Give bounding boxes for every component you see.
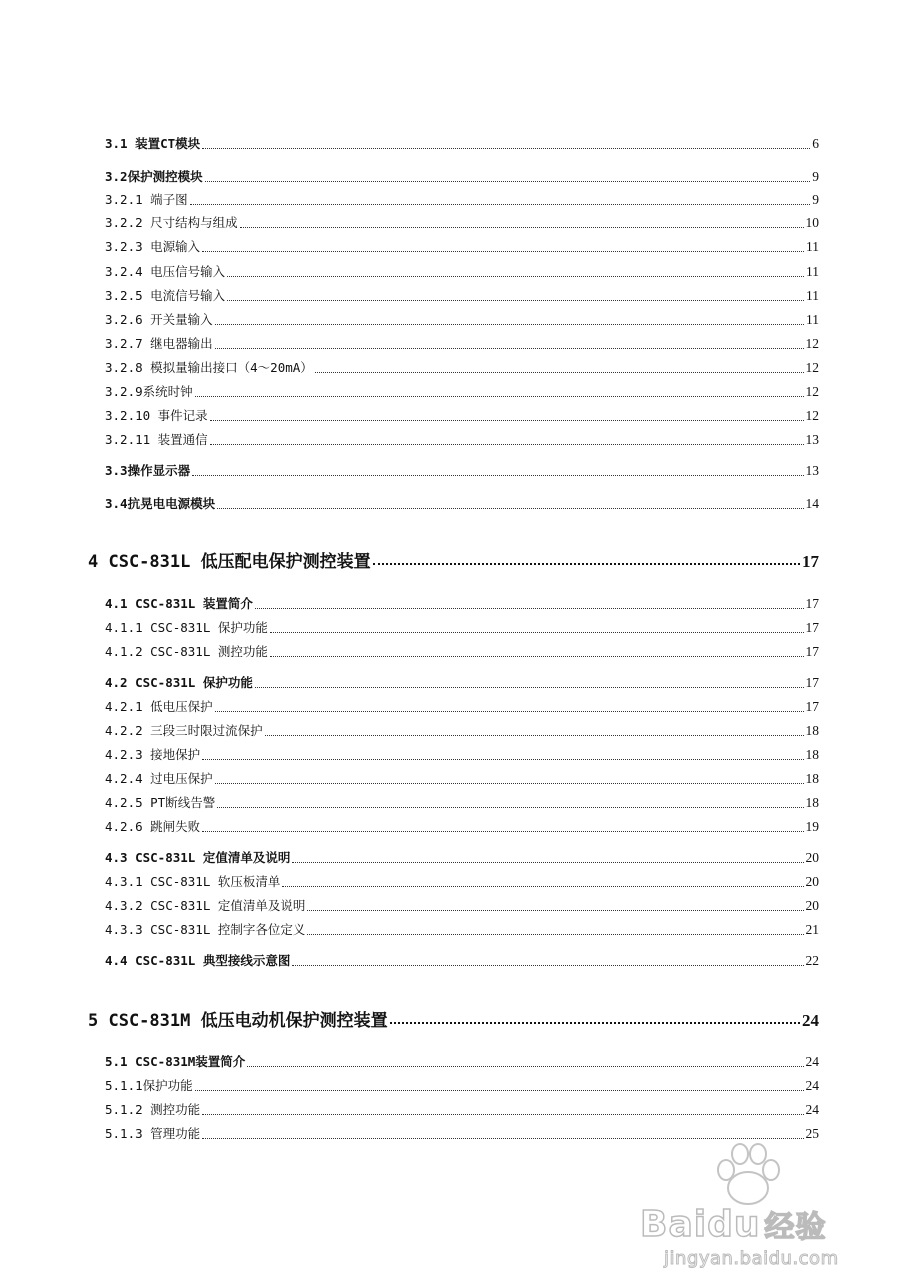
toc-dot-leader: [265, 735, 804, 736]
toc-entry-label: 4.2.2 三段三时限过流保护: [105, 723, 263, 738]
toc-dot-leader: [210, 420, 804, 421]
toc-entry-page: 11: [806, 312, 819, 327]
toc-dot-leader: [190, 204, 811, 205]
toc-entry-label: 3.3操作显示器: [105, 463, 191, 478]
toc-dot-leader: [292, 965, 803, 966]
toc-entry[interactable]: [105, 793, 819, 811]
toc-dot-leader: [215, 348, 804, 349]
toc-entry[interactable]: [105, 721, 819, 739]
watermark-product: 经验: [764, 1210, 827, 1245]
toc-entry-label: 4.1.1 CSC-831L 保护功能: [105, 620, 268, 635]
toc-entry-label: 3.1 装置CT模块: [105, 136, 201, 151]
paw-logo-icon: [712, 1140, 784, 1210]
toc-entry-label: 5.1.1保护功能: [105, 1078, 193, 1093]
toc-entry[interactable]: [105, 262, 819, 280]
toc-entry-label: 4.3.2 CSC-831L 定值清单及说明: [105, 898, 306, 913]
toc-dot-leader: [373, 563, 800, 565]
toc-entry-label: 3.2.6 开关量输入: [105, 312, 213, 327]
toc-entry[interactable]: [105, 334, 819, 352]
toc-entry-page: 6: [812, 136, 819, 151]
toc-entry-label: 4.2.4 过电压保护: [105, 771, 213, 786]
toc-dot-leader: [247, 1066, 803, 1067]
toc-entry-label: 5.1 CSC-831M装置简介: [105, 1054, 246, 1069]
toc-entry-label: 3.2.7 继电器输出: [105, 336, 213, 351]
toc-entry-label: 5.1.3 管理功能: [105, 1126, 201, 1141]
toc-entry-page: 13: [805, 463, 819, 478]
toc-entry-page: 24: [805, 1102, 819, 1117]
toc-entry[interactable]: [105, 167, 819, 185]
toc-entry[interactable]: [105, 190, 819, 208]
toc-dot-leader: [202, 831, 803, 832]
toc-dot-leader: [240, 227, 804, 228]
toc-entry-page: 11: [806, 288, 819, 303]
toc-dot-leader: [255, 608, 804, 609]
toc-entry-page: 9: [812, 169, 819, 184]
toc-entry-page: 22: [805, 953, 819, 968]
toc-entry[interactable]: [105, 430, 819, 448]
toc-entry-page: 24: [805, 1078, 819, 1093]
toc-dot-leader: [205, 181, 811, 182]
toc-dot-leader: [217, 807, 803, 808]
toc-entry[interactable]: [105, 406, 819, 424]
toc-chapter-entry[interactable]: [88, 1003, 819, 1029]
toc-dot-leader: [270, 632, 804, 633]
toc-entry[interactable]: [105, 745, 819, 763]
toc-entry-label: 4.1 CSC-831L 装置简介: [105, 596, 253, 611]
toc-dot-leader: [215, 711, 804, 712]
toc-entry[interactable]: [105, 872, 819, 890]
toc-entry-label: 3.2.10 事件记录: [105, 408, 208, 423]
toc-dot-leader: [202, 148, 810, 149]
baidu-jingyan-watermark: [640, 1140, 890, 1275]
toc-dot-leader: [202, 251, 804, 252]
toc-entry-label: 4.2.6 跳闸失败: [105, 819, 201, 834]
toc-entry-page: 17: [805, 699, 819, 714]
toc-entry-page: 18: [805, 723, 819, 738]
toc-entry-page: 9: [812, 192, 819, 207]
toc-dot-leader: [215, 783, 804, 784]
toc-dot-leader: [227, 276, 804, 277]
toc-entry-page: 20: [805, 898, 819, 913]
toc-entry[interactable]: [105, 673, 819, 691]
toc-entry-label: 5 CSC-831M 低压电动机保护测控装置: [88, 1011, 388, 1031]
toc-entry[interactable]: [105, 951, 819, 969]
toc-entry-page: 21: [805, 922, 819, 937]
toc-entry-page: 20: [805, 874, 819, 889]
toc-entry[interactable]: [105, 310, 819, 328]
toc-entry[interactable]: [105, 769, 819, 787]
toc-dot-leader: [215, 324, 804, 325]
toc-entry-label: 4.3 CSC-831L 定值清单及说明: [105, 850, 291, 865]
watermark-url: jingyan.baidu.com: [664, 1248, 839, 1269]
toc-dot-leader: [217, 508, 803, 509]
toc-entry-label: 5.1.2 测控功能: [105, 1102, 201, 1117]
toc-entry-label: 4.2 CSC-831L 保护功能: [105, 675, 253, 690]
toc-dot-leader: [202, 1138, 803, 1139]
toc-dot-leader: [195, 396, 804, 397]
toc-entry-label: 3.2.4 电压信号输入: [105, 264, 226, 279]
toc-entry-label: 4.4 CSC-831L 典型接线示意图: [105, 953, 291, 968]
toc-dot-leader: [307, 934, 803, 935]
toc-entry-page: 10: [805, 215, 819, 230]
toc-entry-page: 17: [805, 644, 819, 659]
toc-entry-label: 4.3.1 CSC-831L 软压板清单: [105, 874, 281, 889]
toc-entry[interactable]: [105, 1100, 819, 1118]
toc-entry[interactable]: [105, 618, 819, 636]
toc-dot-leader: [202, 1114, 803, 1115]
toc-entry[interactable]: [105, 697, 819, 715]
toc-entry-label: 4.2.1 低电压保护: [105, 699, 213, 714]
toc-dot-leader: [390, 1022, 800, 1024]
toc-dot-leader: [292, 862, 803, 863]
toc-dot-leader: [202, 759, 803, 760]
toc-entry-page: 11: [806, 264, 819, 279]
toc-entry[interactable]: [105, 896, 819, 914]
toc-entry-page: 12: [805, 408, 819, 423]
toc-entry-label: 3.2.11 装置通信: [105, 432, 208, 447]
toc-entry-label: 4.2.3 接地保护: [105, 747, 201, 762]
toc-entry-page: 18: [805, 795, 819, 810]
toc-entry-label: 3.2.8 模拟量输出接口（4～20mA）: [105, 360, 313, 375]
toc-dot-leader: [315, 372, 804, 373]
toc-entry-page: 18: [805, 771, 819, 786]
toc-entry-page: 14: [805, 496, 819, 511]
toc-entry[interactable]: [105, 237, 819, 255]
toc-entry-label: 3.2.2 尺寸结构与组成: [105, 215, 238, 230]
toc-entry[interactable]: [105, 920, 819, 938]
toc-entry-page: 18: [805, 747, 819, 762]
toc-entry-page: 12: [805, 360, 819, 375]
toc-entry[interactable]: [105, 642, 819, 660]
toc-dot-leader: [210, 444, 804, 445]
watermark-logo: [640, 1202, 890, 1246]
toc-entry-page: 24: [802, 1011, 819, 1030]
toc-dot-leader: [270, 656, 804, 657]
toc-entry-page: 17: [802, 552, 819, 571]
toc-entry[interactable]: [105, 594, 819, 612]
toc-dot-leader: [195, 1090, 804, 1091]
toc-entry-label: 4.3.3 CSC-831L 控制字各位定义: [105, 922, 306, 937]
toc-entry-page: 19: [805, 819, 819, 834]
toc-entry[interactable]: [105, 382, 819, 400]
toc-entry-page: 17: [805, 596, 819, 611]
toc-dot-leader: [192, 475, 803, 476]
toc-entry[interactable]: [105, 848, 819, 866]
toc-entry-page: 24: [805, 1054, 819, 1069]
toc-entry-page: 13: [805, 432, 819, 447]
toc-entry-label: 3.2.5 电流信号输入: [105, 288, 226, 303]
toc-entry[interactable]: [105, 494, 819, 512]
toc-dot-leader: [307, 910, 803, 911]
toc-entry[interactable]: [105, 134, 819, 152]
toc-entry[interactable]: [105, 461, 819, 479]
toc-entry[interactable]: [105, 286, 819, 304]
toc-entry-label: 3.2.3 电源输入: [105, 239, 201, 254]
toc-entry[interactable]: [105, 1076, 819, 1094]
toc-entry-page: 17: [805, 675, 819, 690]
toc-entry-page: 12: [805, 384, 819, 399]
toc-entry-page: 12: [805, 336, 819, 351]
toc-entry-label: 4.2.5 PT断线告警: [105, 795, 216, 810]
toc-dot-leader: [282, 886, 803, 887]
toc-entry[interactable]: [105, 213, 819, 231]
toc-entry-label: 4.1.2 CSC-831L 测控功能: [105, 644, 268, 659]
toc-entry-page: 25: [805, 1126, 819, 1141]
toc-entry-label: 3.2.9系统时钟: [105, 384, 193, 399]
toc-dot-leader: [227, 300, 804, 301]
toc-entry-page: 20: [805, 850, 819, 865]
toc-entry[interactable]: [105, 817, 819, 835]
toc-entry-label: 4 CSC-831L 低压配电保护测控装置: [88, 552, 371, 572]
toc-dot-leader: [255, 687, 804, 688]
toc-entry-label: 3.4抗晃电电源模块: [105, 496, 216, 511]
toc-entry[interactable]: [105, 1052, 819, 1070]
toc-entry-page: 17: [805, 620, 819, 635]
toc-entry-label: 3.2保护测控模块: [105, 169, 203, 184]
toc-entry-label: 3.2.1 端子图: [105, 192, 188, 207]
watermark-brand: Baidu: [640, 1203, 761, 1245]
toc-entry[interactable]: [105, 358, 819, 376]
toc-entry-page: 11: [806, 239, 819, 254]
toc-chapter-entry[interactable]: [88, 544, 819, 570]
